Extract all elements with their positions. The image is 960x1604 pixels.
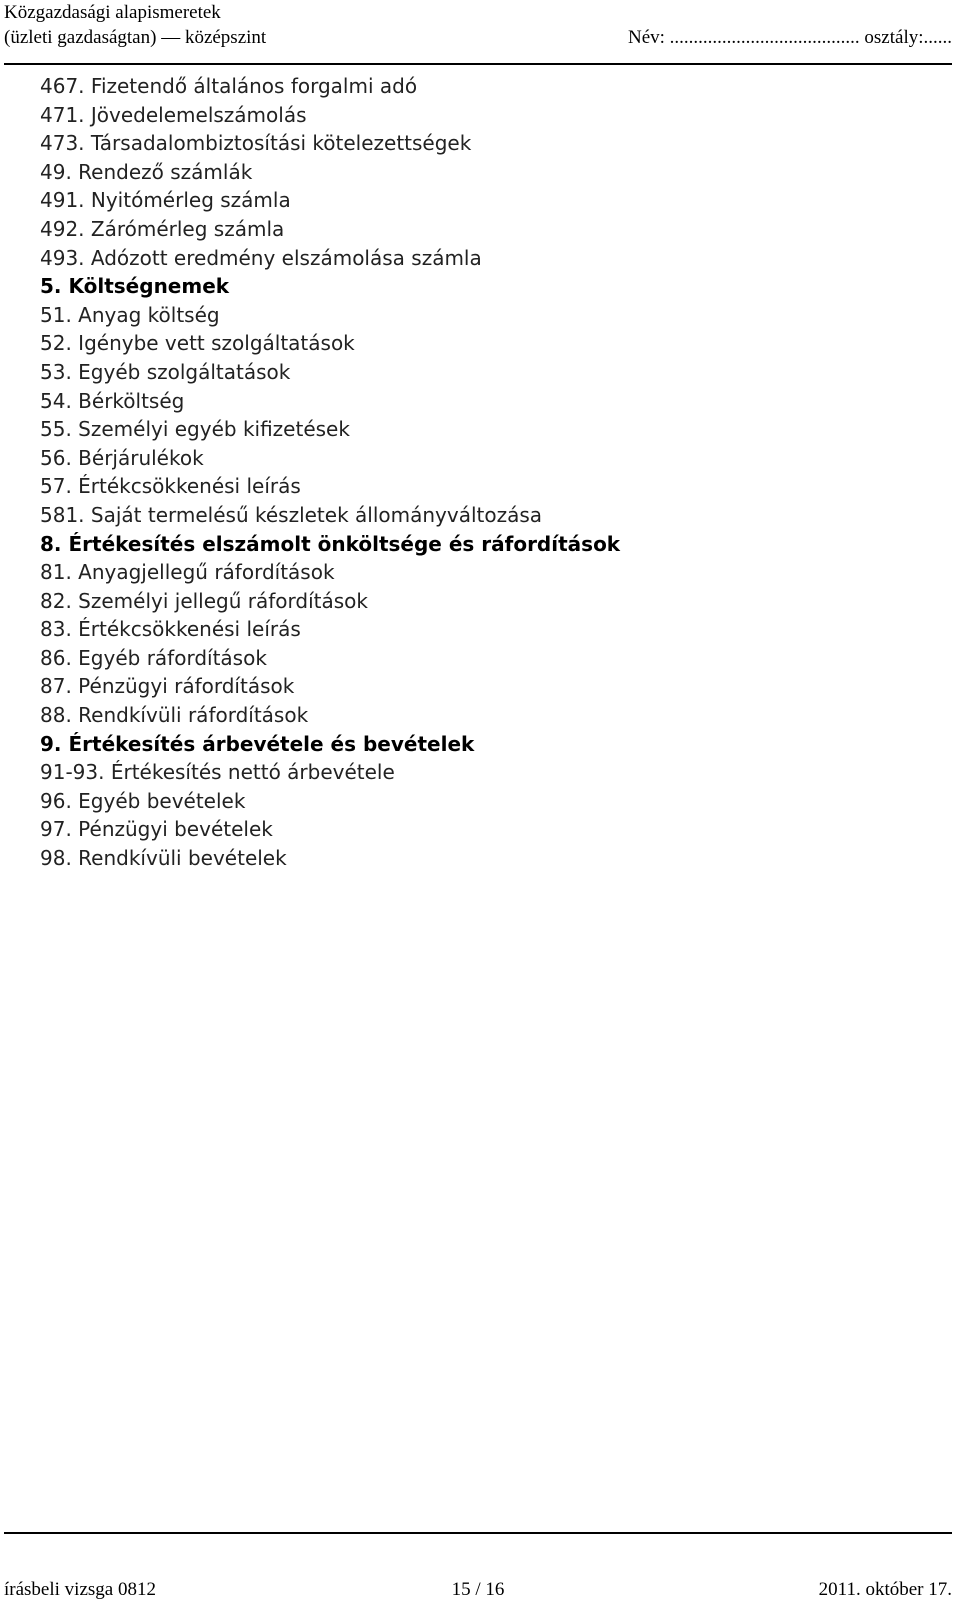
list-item: 97. Pénzügyi bevételek [40, 817, 273, 842]
account-class-heading: 5. Költségnemek [40, 274, 230, 299]
list-item: 54. Bérköltség [40, 388, 185, 413]
page-footer [4, 1577, 952, 1603]
list-item: 493. Adózott eredmény elszámolása számla [40, 245, 482, 270]
list-item: 86. Egyéb ráfordítások [40, 645, 267, 670]
page-header [4, 0, 952, 66]
list-item: 467. Fizetendő általános forgalmi adó [40, 74, 418, 98]
header-divider [4, 63, 952, 65]
list-item: 98. Rendkívüli bevételek [40, 846, 287, 871]
list-item: 81. Anyagjellegű ráfordítások [40, 560, 335, 585]
footer-exam-code: írásbeli vizsga 0812 [4, 1579, 156, 1600]
list-item: 49. Rendező számlák [40, 159, 253, 184]
list-item: 471. Jövedelemelszámolás [40, 102, 307, 127]
header-subject [4, 0, 266, 50]
list-item: 82. Személyi jellegű ráfordítások [40, 588, 368, 613]
list-item: 87. Pénzügyi ráfordítások [40, 674, 295, 699]
header-subtitle: (üzleti gazdaságtan) — középszint [4, 27, 267, 48]
list-item: 56. Bérjárulékok [40, 445, 204, 470]
list-item: 91-93. Értékesítés nettó árbevétele [40, 760, 395, 785]
list-item: 473. Társadalombiztosítási kötelezettségek [40, 131, 472, 156]
header-title: Közgazdasági alapismeretek [4, 2, 221, 23]
list-item: 53. Egyéb szolgáltatások [40, 359, 291, 384]
account-class-heading: 8. Értékesítés elszámolt önköltsége és ráfordítások [40, 531, 621, 556]
list-item: 491. Nyitómérleg számla [40, 188, 291, 213]
list-item: 492. Zárómérleg számla [40, 216, 285, 241]
footer-date: 2011. október 17. [818, 1579, 952, 1600]
list-item: 96. Egyéb bevételek [40, 788, 246, 813]
footer-divider [4, 1532, 952, 1534]
list-item: 51. Anyag költség [40, 302, 220, 327]
account-list [40, 72, 620, 873]
account-class-heading: 9. Értékesítés árbevétele és bevételek [40, 731, 475, 756]
list-item: 55. Személyi egyéb kifizetések [40, 417, 350, 442]
list-item: 57. Értékcsökkenési leírás [40, 474, 301, 499]
footer-page-number: 15 / 16 [451, 1579, 505, 1600]
list-item: 88. Rendkívüli ráfordítások [40, 703, 309, 728]
header-name-class-field: Név: ........................................ osztály:...... [627, 27, 952, 48]
list-item: 52. Igénybe vett szolgáltatások [40, 331, 355, 356]
list-item: 581. Saját termelésű készletek állományváltozása [40, 502, 543, 527]
list-item: 83. Értékcsökkenési leírás [40, 617, 301, 642]
